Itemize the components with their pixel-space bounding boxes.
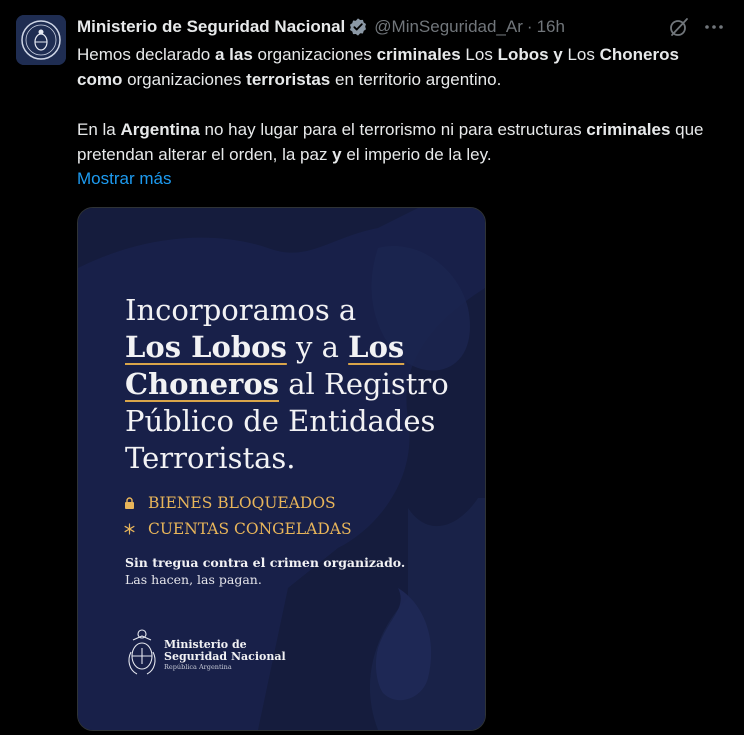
headline-al-registro: al Registro	[279, 367, 449, 401]
card-headline	[125, 292, 465, 477]
text-run: criminales	[376, 45, 461, 64]
item-cuentas	[148, 516, 352, 542]
los-highlight: Los	[348, 330, 405, 364]
tweet-paragraph-1	[77, 42, 717, 92]
ministry-logo-text	[164, 639, 286, 672]
card-items	[148, 490, 352, 542]
author-name[interactable]: Ministerio de Seguridad Nacional	[77, 17, 346, 36]
tweet-time[interactable]: 16h	[536, 17, 565, 36]
logo-line-1: Ministerio de	[164, 638, 247, 651]
item-bienes-label: BIENES BLOQUEADOS	[148, 494, 336, 512]
text-run: Hemos declarado	[77, 45, 215, 64]
text-run: no hay lugar para el terrorismo ni para estructuras	[199, 120, 587, 139]
text-run: criminales	[586, 120, 671, 139]
text-run: organizaciones	[122, 70, 247, 89]
logo-line-3: República Argentina	[164, 663, 232, 671]
item-bienes	[148, 490, 352, 516]
tweet-header	[77, 16, 637, 38]
text-run: terroristas	[246, 70, 331, 89]
card-tagline-2: Las hacen, las pagan.	[125, 572, 262, 587]
tweet-media-image[interactable]	[77, 207, 486, 731]
item-cuentas-label: CUENTAS CONGELADAS	[148, 520, 352, 538]
avatar[interactable]	[16, 15, 66, 65]
show-more-link[interactable]: Mostrar más	[77, 169, 172, 188]
coat-of-arms-icon	[127, 626, 157, 678]
text-run: Argentina	[120, 120, 200, 139]
text-run: y	[332, 145, 342, 164]
text-run: organizaciones	[252, 45, 377, 64]
tweet-paragraph-2	[77, 117, 717, 167]
card-tagline-1: Sin tregua contra el crimen organizado.	[125, 555, 406, 570]
lobos-highlight: Los Lobos	[125, 330, 287, 364]
text-run: que pretendan alterar el orden, la paz	[77, 120, 704, 164]
author-handle[interactable]: @MinSeguridad_Ar	[374, 17, 523, 36]
text-run: Los	[562, 45, 600, 64]
tweet-text	[77, 42, 717, 167]
lock-icon	[124, 490, 138, 519]
text-run: En la	[77, 120, 121, 139]
headline-y-a: y a	[286, 330, 349, 364]
meta-separator: ·	[526, 17, 533, 36]
snowflake-icon	[124, 516, 138, 545]
headline-line-1: Incorporamos a	[125, 293, 357, 327]
text-run: Choneros como	[77, 45, 679, 89]
text-run: el imperio de la ley.	[341, 145, 492, 164]
more-icon[interactable]	[703, 16, 725, 38]
headline-line-3	[125, 366, 465, 403]
logo-line-2: Seguridad Nacional	[164, 650, 286, 663]
ministry-seal-icon	[16, 15, 66, 65]
headline-line-4: Público de Entidades	[125, 404, 436, 438]
choneros-highlight: Choneros	[125, 367, 279, 401]
text-run: Los	[460, 45, 498, 64]
verified-badge-icon[interactable]	[348, 17, 368, 37]
text-run: Lobos y	[497, 45, 563, 64]
headline-line-5: Terroristas.	[125, 441, 296, 475]
grok-icon[interactable]	[668, 16, 690, 38]
headline-line-2	[125, 329, 465, 366]
text-run: a las	[214, 45, 253, 64]
text-run: en territorio argentino.	[330, 70, 502, 89]
